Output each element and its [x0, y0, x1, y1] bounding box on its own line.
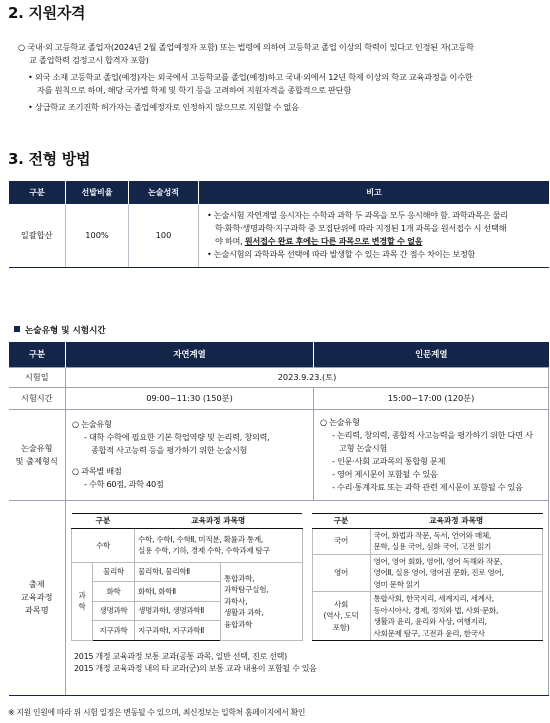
- hum-kor-courses-1: 국어, 화법과 작문, 독서, 언어와 매체,: [373, 530, 492, 540]
- note-line-4: • 논술시험의 과학과목 선택에 따라 발생할 수 있는 과목 간 점수 차이는 보정함: [207, 249, 476, 260]
- hum-eng-courses: [370, 554, 543, 592]
- scope-label-3: 과목명: [24, 605, 49, 615]
- hum-type-heading: ○ 논술유형: [320, 416, 360, 427]
- exam-scope-content: [66, 500, 549, 695]
- hum-type-line-4: - 영어 제시문이 포함될 수 있음: [332, 468, 438, 479]
- header-ratio: 선발비율: [66, 181, 129, 204]
- selection-table: [8, 181, 549, 268]
- exam-type-humanities: [314, 409, 549, 500]
- nat-math-courses: [135, 528, 302, 562]
- nat-common-3: 과학사,: [224, 596, 248, 606]
- section-title-eligibility: 2. 지원자격: [8, 4, 86, 22]
- square-bullet-icon: [14, 326, 20, 332]
- hum-eng-label: 영어: [312, 554, 370, 592]
- hum-type-line-1: - 논리력, 창의력, 종합적 사고능력을 평가하기 위한 다면 사: [332, 429, 533, 440]
- nat-earth-courses: 지구과학Ⅰ, 지구과학Ⅱ: [135, 621, 221, 641]
- scope-notes: [71, 651, 543, 675]
- hum-soc-label: [312, 592, 370, 641]
- eligibility-bullet-2: • 상급학교 조기진학 허가자는 졸업예정자로 인정하지 않으므로 지원할 수 없음: [28, 102, 299, 112]
- cell-score: 100: [129, 204, 199, 267]
- nat-score-line: - 수학 60점, 과학 40점: [84, 479, 164, 489]
- nat-type-heading: ○ 논술유형: [72, 419, 112, 429]
- natural-subject-table: [71, 513, 303, 642]
- note-line-3: [207, 235, 545, 248]
- hum-soc-label-1: 사회: [333, 599, 349, 609]
- eligibility-bullet-1-line2: 자를 원칙으로 하며, 해당 국가별 학제 및 학기 등을 고려하여 지원자격을 종합적으로 판단함: [37, 84, 351, 95]
- header-note: 비고: [199, 181, 550, 204]
- nat-math-label: 수학: [72, 528, 135, 562]
- eligibility-bullet-1-line1: • 외국 소재 고등학교 졸업(예정)자는 외국에서 고등학교를 졸업(예정)하고 국내·외에서 12년 학제 이상의 학교 교육과정을 이수한: [28, 72, 473, 82]
- scope-label-1: 출제: [28, 579, 45, 589]
- scope-note-2: 2015 개정 교육과정 내의 타 교과(군)의 보통 교과 내용이 포함될 수 있음: [74, 664, 317, 673]
- cell-ratio: 100%: [66, 204, 129, 267]
- hum-eng-courses-3: 영미 문학 읽기: [373, 579, 420, 589]
- nat-math-courses-1: 수학, 수학Ⅰ, 수학Ⅱ, 미적분, 확률과 통계,: [138, 534, 264, 544]
- nat-score-heading: ○ 과목별 배점: [72, 466, 122, 476]
- note-line-2: 학·화학·생명과학·지구과학 중 모집단위에 따라 지정된 1개 과목을 원서접수 시 선택해: [215, 223, 507, 234]
- exam-subtitle: [14, 324, 106, 336]
- exam-scope-label: [9, 500, 66, 695]
- nat-common-2: 과학탐구실험,: [224, 585, 269, 595]
- exam-table: [8, 342, 549, 696]
- section-title-selection: 3. 전형 방법: [8, 150, 91, 168]
- hum-kor-courses-2: 문학, 실용 국어, 심화 국어, 고전 읽기: [373, 542, 492, 551]
- note-emphasis: 원서접수 완료 후에는 다른 과목으로 변경할 수 없음: [244, 236, 423, 247]
- header-score: 논술성적: [129, 181, 199, 204]
- hum-type-line-3: - 인문·사회 교과목의 통합형 문제: [332, 455, 446, 466]
- exam-time-humanities: 15:00~17:00 (120분): [314, 387, 549, 409]
- hum-kor-courses: [370, 528, 543, 554]
- nat-common-5: 융합과학: [224, 619, 253, 629]
- eligibility-bullet-1: [28, 71, 473, 96]
- hum-eng-courses-1: 영어, 영어 회화, 영어Ⅰ, 영어 독해와 작문,: [373, 556, 503, 566]
- cell-type: 일괄합산: [9, 204, 66, 267]
- nat-common-1: 통합과학,: [224, 573, 255, 583]
- exam-type-natural: [66, 409, 314, 500]
- hum-type-line-2: 고형 논술시험: [339, 442, 387, 453]
- nat-common-courses: [221, 562, 302, 640]
- note-line-3-text: 야 하며,: [215, 236, 245, 247]
- hum-soc-courses-4: 사회문제 탐구, 고전과 윤리, 한국사: [373, 628, 485, 638]
- nat-sci-label: 과학: [72, 562, 93, 640]
- eligibility-item-1-line2: 교 졸업학력 검정고시 합격자 포함): [29, 54, 149, 65]
- nat-inner-header-subjects: 교육과정 과목명: [135, 513, 302, 528]
- nat-inner-header-type: 구분: [72, 513, 135, 528]
- exam-header-type: 구분: [9, 342, 66, 367]
- humanities-subject-table: [312, 513, 544, 642]
- nat-phy-courses: 물리학Ⅰ, 물리학Ⅱ: [135, 562, 221, 582]
- exam-date: 2023.9.23.(토): [66, 367, 549, 387]
- scope-label-2: 교육과정: [20, 592, 53, 602]
- hum-soc-label-3: 포함): [332, 622, 350, 632]
- eligibility-item-1: [18, 41, 474, 66]
- hum-soc-courses-3: 생활과 윤리, 윤리와 사상, 여행지리,: [373, 617, 487, 626]
- nat-chem-label: 화학: [93, 582, 135, 602]
- nat-common-4: 생활과 과학,: [224, 608, 264, 618]
- nat-earth-label: 지구과학: [93, 621, 135, 641]
- footnote: ※ 지원 인원에 따라 위 시험 일정은 변동될 수 있으며, 최신정보는 입학처 홈페이지에서 확인: [8, 708, 306, 717]
- cell-note: [199, 204, 550, 267]
- header-type: 구분: [9, 181, 66, 204]
- exam-type-label-2: 및 출제형식: [15, 455, 58, 466]
- exam-time-label: 시험시간: [9, 387, 66, 409]
- nat-type-line-1: - 대학 수학에 필요한 기본 학업역량 및 논리력, 창의력,: [84, 432, 270, 442]
- hum-kor-label: 국어: [312, 528, 370, 554]
- hum-inner-header-subjects: 교육과정 과목명: [370, 513, 543, 528]
- nat-chem-courses: 화학Ⅰ, 화학Ⅱ: [135, 582, 221, 602]
- exam-header-humanities: 인문계열: [314, 342, 549, 367]
- note-line-1: • 논술시험 자연계열 응시자는 수학과 과학 두 과목을 모두 응시해야 함. 과학과목은 물리: [207, 210, 508, 221]
- hum-soc-courses: [370, 592, 543, 641]
- hum-eng-courses-2: 영어Ⅱ, 실용 영어, 영어권 문화, 진로 영어,: [373, 568, 504, 577]
- exam-time-natural: 09:00~11:30 (150분): [66, 387, 314, 409]
- hum-soc-courses-2: 동아시아사, 경제, 정치와 법, 사회·문화,: [373, 605, 499, 615]
- exam-type-label-1: 논술유형: [20, 442, 53, 453]
- exam-header-natural: 자연계열: [66, 342, 314, 367]
- nat-phy-label: 물리학: [93, 562, 135, 582]
- scope-note-1: 2015 개정 교육과정 보통 교과(공통 과목, 일반 선택, 진로 선택): [74, 652, 287, 661]
- hum-soc-label-2: (역사, 도덕: [323, 611, 359, 621]
- nat-type-line-2: 종합적 사고능력 등을 평가하기 위한 논술시험: [91, 445, 248, 455]
- exam-type-label: [9, 409, 66, 500]
- nat-bio-courses: 생명과학Ⅰ, 생명과학Ⅱ: [135, 601, 221, 621]
- eligibility-item-1-line1: ○ 국내·외 고등학교 졸업자(2024년 2월 졸업예정자 포함) 또는 법령에 의하여 고등학교 졸업 이상의 학력이 있다고 인정된 자(고등학: [18, 42, 474, 52]
- exam-subtitle-text: 논술유형 및 시험시간: [25, 326, 106, 336]
- hum-inner-header-type: 구분: [312, 513, 370, 528]
- hum-soc-courses-1: 통합사회, 한국지리, 세계지리, 세계사,: [373, 594, 494, 603]
- nat-math-courses-2: 실용 수학, 기하, 경제 수학, 수학과제 탐구: [138, 546, 270, 556]
- nat-bio-label: 생명과학: [93, 601, 135, 621]
- exam-date-label: 시험일: [9, 367, 66, 387]
- hum-type-line-5: - 수리·통계자료 또는 과학 관련 제시문이 포함될 수 있음: [332, 481, 523, 492]
